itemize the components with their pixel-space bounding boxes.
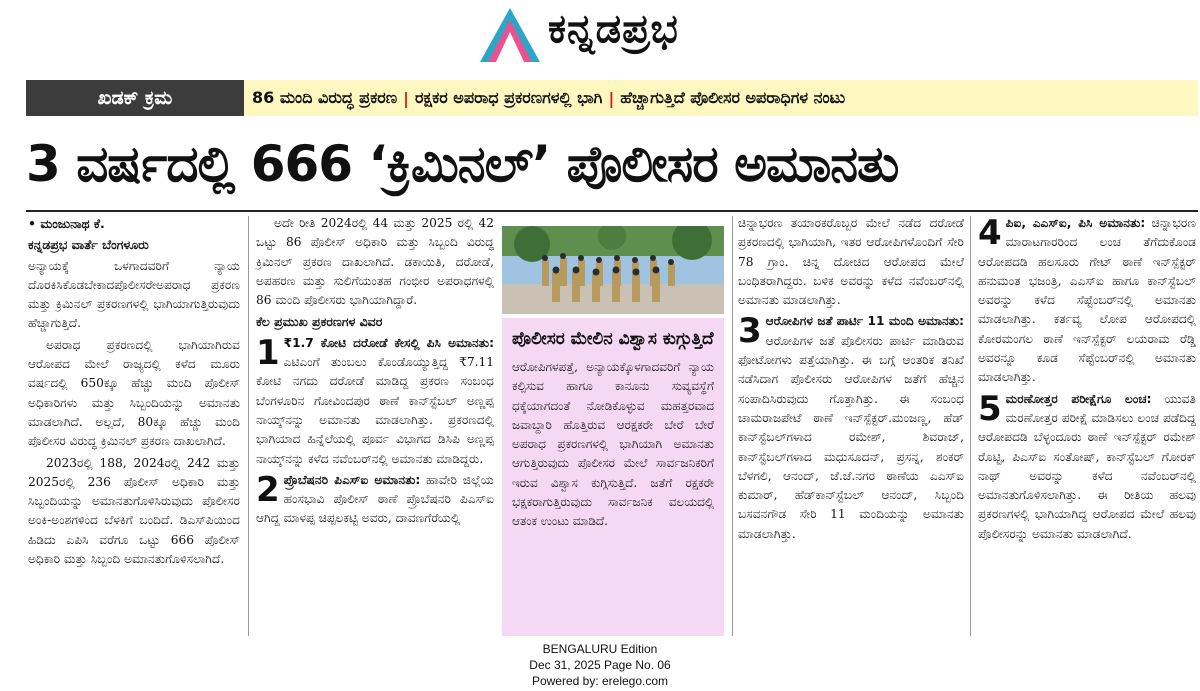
kicker-items bbox=[252, 80, 845, 116]
case-title: ಪ್ರೊಬೆಷನರಿ ಪಿಎಸ್‌ಐ ಅಮಾನತು: bbox=[283, 472, 421, 487]
police-parade-photo bbox=[502, 226, 724, 314]
date-page-label: Dec 31, 2025 Page No. 06 bbox=[529, 658, 671, 672]
case-body: ಯುವತಿ ಮರಣೋತ್ತರ ಪರೀಕ್ಷೆ ಮಾಡಿಸಲು ಲಂಚ ಪಡೆದಿದ್ದ ಆರೋಪದಡಿ ಬೆಳ್ಳಂದೂರು ಠಾಣೆ ಇನ್‌ಸ್ಪೆಕ್ಟರ್ ರಮೇಶ್ ರೊಟ್ಟಿ, ಪಿಎಸ್‌ಐ ಸಂತೋಷ್, ಕಾನ್‌ಸ್ಟೆಬಲ್ ಗೋರಕ್ ನಾಥ್ ಅವರನ್ನು ಕಳೆದ ನವೆಂಬರ್‌ನಲ್ಲಿ ಅಮಾನತುಗೊಳಿಸಲಾಗಿತ್ತು. ಈ ರೀತಿಯ ಹಲವು ಪ್ರಕರಣಗಳಲ್ಲಿ ಭಾಗಿಯಾಗಿದ್ದ ಆರೋಪದ ಮೇಲೆ ಹಲವು ಪೊಲೀಸರನ್ನು ಅಮಾನತು ಮಾಡಲಾಗಿದೆ. bbox=[978, 391, 1196, 541]
headline-rule bbox=[26, 210, 1198, 212]
paragraph: ಅದೇ ರೀತಿ 2024ರಲ್ಲಿ 44 ಮತ್ತು 2025 ರಲ್ಲಿ 42 ಒಟ್ಟು 86 ಪೊಲೀಸ್ ಅಧಿಕಾರಿ ಮತ್ತು ಸಿಬ್ಬಂದಿ ವಿರುದ್ಧ ಕ್ರಿಮಿನಲ್ ಪ್ರಕರಣ ದಾಖಲಾಗಿದೆ. ಡಕಾಯಿತಿ, ದರೋಡೆ, ಅಪಹರಣ ಮತ್ತು ಸುಲಿಗೆಯಂತಹ ಗಂಭೀರ ಅಪರಾಧಗಳಲ್ಲಿ 86 ಮಂದಿ ಪೊಲೀಸರು ಭಾಗಿಯಾಗಿದ್ದಾರೆ. bbox=[256, 216, 494, 308]
column-divider bbox=[248, 216, 249, 636]
case-5 bbox=[978, 390, 1196, 544]
headline: 3 ವರ್ಷದಲ್ಲಿ 666 ‘ಕ್ರಿಮಿನಲ್’ ಪೊಲೀಸರ ಅಮಾನತು bbox=[26, 135, 899, 193]
kicker-item: ರಕ್ಷಕರ ಅಪರಾಧ ಪ್ರಕರಣಗಳಲ್ಲಿ ಭಾಗಿ bbox=[414, 88, 603, 107]
column-2 bbox=[256, 214, 494, 531]
subhead: ಕೆಲ ಪ್ರಮುಖ ಪ್ರಕರಣಗಳ ವಿವರ bbox=[256, 314, 383, 330]
case-2 bbox=[256, 471, 494, 529]
case-number: 4 bbox=[978, 213, 1002, 253]
case-title: ಪಿಐ, ಎಎಸ್‌ಐ, ಪಿಸಿ ಅಮಾನತು: bbox=[1005, 216, 1146, 230]
kicker-item: 86 ಮಂದಿ ವಿರುದ್ಧ ಪ್ರಕರಣ bbox=[252, 88, 398, 107]
case-title: ಆರೋಪಿಗಳ ಜತೆ ಪಾರ್ಟಿ 11 ಮಂದಿ ಅಮಾನತು: bbox=[765, 314, 964, 329]
edition-label: BENGALURU Edition bbox=[542, 642, 658, 656]
case-title: ₹1.7 ಕೋಟಿ ದರೋಡೆ ಕೇಸಲ್ಲಿ ಪಿಸಿ ಅಮಾನತು: bbox=[283, 335, 494, 350]
kicker-label: ಖಡಕ್ ಕ್ರಮ bbox=[26, 80, 244, 116]
footer bbox=[0, 641, 1200, 689]
photo-image bbox=[502, 226, 724, 314]
kicker-separator: | bbox=[403, 88, 409, 108]
highlight-box bbox=[502, 318, 724, 636]
kicker-item: ಹೆಚ್ಚಾಗುತ್ತಿದೆ ಪೊಲೀಸರ ಅಪರಾಧಿಗಳ ನಂಟು bbox=[620, 88, 846, 107]
dateline: ಕನ್ನಡಪ್ರಭ ವಾರ್ತೆ ಬೆಂಗಳೂರು bbox=[28, 237, 149, 253]
masthead bbox=[0, 0, 1200, 78]
column-4 bbox=[978, 214, 1196, 546]
box-title: ಪೊಲೀಸರ ಮೇಲಿನ ವಿಶ್ವಾಸ ಕುಗ್ಗುತ್ತಿದೆ bbox=[512, 329, 714, 349]
case-body: ಆರೋಪಿಗಳ ಜತೆ ಪೊಲೀಸರು ಪಾರ್ಟಿ ಮಾಡಿರುವ ಫೋಟೋಗಳು ಪತ್ತೆಯಾಗಿತ್ತು. ಈ ಬಗ್ಗೆ ಆಂತರಿಕ ತನಿಖೆ ನಡೆಸಿದಾಗ ಪೊಲೀಸರು ಆರೋಪಿಗಳ ಜತೆಗೆ ಹೆಚ್ಚಿನ ಸಂಪಾದಿಸಿರುವುದು ಗೊತ್ತಾಗಿತ್ತು. ಈ ಸಂಬಂಧ ಚಾಮರಾಜಪೇಟೆ ಠಾಣೆ ಇನ್‌ಸ್ಪೆಕ್ಟರ್.ಮಂಜಣ್ಣ, ಹೆಡ್ ಕಾನ್‌ಸ್ಟೆಬಲ್‌ಗಳಾದ ರಮೇಶ್, ಶಿವರಾಜ್, ಕಾನ್‌ಸ್ಟೆಬಲ್‌ಗಳಾದ ಮಧುಸೂದನ್, ಪ್ರಸನ್ನ, ಶಂಕರ್ ಬೆಳಗಲಿ, ಆನಂದ್, ಜೆ.ಜೆ.ನಗರ ಠಾಣೆಯ ಎಎಸ್‌ಐ ಕುಮಾರ್, ಹೆಡ್‌ಕಾನ್‌ಸ್ಟೆಬಲ್ ಆನಂದ್, ಸಿಬ್ಬಂದಿ ಬಸವನಗೌಡ ಸೇರಿ 11 ಮಂದಿಯನ್ನು ಅಮಾನತು ಮಾಡಲಾಗಿತ್ತು. bbox=[738, 333, 964, 541]
paragraph: ಚಿನ್ನಾಭರಣ ತಯಾರಕರೊಬ್ಬರ ಮೇಲೆ ನಡೆದ ದರೋಡೆ ಪ್ರಕರಣದಲ್ಲಿ ಭಾಗಿಯಾಗಿ, ಇತರ ಆರೋಪಿಗಳೊಂದಿಗೆ ಸೇರಿ 78 ಗ್ರಾಂ. ಚಿನ್ನ ದೋಚಿದ ಆರೋಪದ ಮೇಲೆ ಬಂಧಿತರಾಗಿದ್ದರು. ಬಳಿಕ ಅವರನ್ನು ಕಳೆದ ನವೆಂಬರ್‌ನಲ್ಲಿ ಅಮಾನತು ಮಾಡಲಾಗಿತ್ತು. bbox=[738, 216, 964, 308]
byline: • ಮಂಜುನಾಥ ಕೆ. bbox=[28, 216, 105, 231]
case-3 bbox=[738, 312, 964, 544]
powered-by-label: Powered by: erelego.com bbox=[531, 674, 669, 688]
case-1 bbox=[256, 334, 494, 469]
case-body: ಹಾವೇರಿ ಜಿಲ್ಲೆಯ ಹಂಸಭಾವಿ ಪೊಲೀಸ್ ಠಾಣೆ ಪ್ರೊಬೆಷನರಿ ಪಿಎಸ್‌ಐ ಆಗಿದ್ದ ಮಾಳಪ್ಪ ಚಿಪ್ಪಲಕಟ್ಟಿ ಅವರು, ದಾವಣಗೆರೆಯಲ್ಲಿ bbox=[256, 472, 494, 526]
case-title: ಮರಣೋತ್ತರ ಪರೀಕ್ಷೆಗೂ ಲಂಚ: bbox=[1005, 391, 1152, 406]
paragraph: ಅಪರಾಧ ಪ್ರಕರಣದಲ್ಲಿ ಭಾಗಿಯಾಗಿರುವ ಆರೋಪದ ಮೇಲೆ ರಾಜ್ಯದಲ್ಲಿ ಕಳೆದ ಮೂರು ವರ್ಷದಲ್ಲಿ 650ಕ್ಕೂ ಹೆಚ್ಚು ಮಂದಿ ಪೊಲೀಸ್ ಅಧಿಕಾರಿಗಳು ಮತ್ತು ಸಿಬ್ಬಂದಿಯನ್ನು ಅಮಾನತು ಮಾಡಲಾಗಿದೆ. ಅಲ್ಲದೆ, 80ಕ್ಕೂ ಹೆಚ್ಚು ಮಂದಿ ಪೊಲೀಸರ ವಿರುದ್ಧ ಕ್ರಿಮಿನಲ್ ಪ್ರಕರಣ ದಾಖಲಾಗಿದೆ. bbox=[28, 337, 240, 449]
case-body: ಎಟಿಎಂಗೆ ತುಂಬಲು ಕೊಂಡೊಯ್ಯುತ್ತಿದ್ದ ₹7.11 ಕೋಟಿ ನಗದು ದರೋಡೆ ಮಾಡಿದ್ದ ಪ್ರಕರಣ ಸಂಬಂಧ ಬೆಂಗಳೂರಿನ ಗೋವಿಂದಪುರ ಠಾಣೆ ಕಾನ್‌ಸ್ಟೆಬಲ್ ಅಣ್ಣಪ್ಪ ನಾಯ್ಕ್‌ನನ್ನು ಅಮಾನತು ಮಾಡಲಾಗಿತ್ತು. ಪ್ರಕರಣದಲ್ಲಿ ಭಾಗಿಯಾದ ಹಿನ್ನೆಲೆಯಲ್ಲಿ ಪೂರ್ವ ವಿಭಾಗದ ಡಿಸಿಪಿ ಅಣ್ಣಪ್ಪ ನಾಯ್ಕ್‌ನನ್ನು ಕಳೆದ ನವೆಂಬರ್‌ನಲ್ಲಿ ಅಮಾನತು ಮಾಡಿದ್ದರು. bbox=[256, 355, 494, 466]
paragraph: ಅನ್ಯಾಯಕ್ಕೆ ಒಳಗಾದವರಿಗೆ ನ್ಯಾಯ ದೊರಕಿಸಿಕೊಡಬೇಕಾದಪೊಲೀಸರೇಅಪರಾಧ ಪ್ರಕರಣ ಮತ್ತು ಕ್ರಿಮಿನಲ್ ಪ್ರಕರಣಗಳಲ್ಲಿ ಭಾಗಿಯಾಗುತ್ತಿರುವುದು ಹೆಚ್ಚಾಗುತ್ತಿದೆ. bbox=[28, 258, 240, 331]
column-divider bbox=[732, 216, 733, 636]
case-number: 1 bbox=[256, 332, 280, 373]
box-body: ಆರೋಪಿಗಳಪತ್ತೆ, ಅನ್ಯಾಯಕ್ಕೊಳಗಾದವರಿಗೆ ನ್ಯಾಯ ಕಲ್ಪಿಸುವ ಹಾಗೂ ಕಾನೂನು ಸುವ್ಯವಸ್ಥೆಗೆ ಧಕ್ಕೆಯಾಗದಂತೆ ನೋಡಿಕೊಳ್ಳುವ ಮಹತ್ತರವಾದ ಜವಾಬ್ದಾರಿ ಹೊತ್ತಿರುವ ಆರಕ್ಷಕರೇ ಬೇರೆ ಬೇರೆ ಅಪರಾಧ ಪ್ರಕರಣಗಳಲ್ಲಿ ಭಾಗಿಯಾಗಿ ಅಮಾನತು ಆಗುತ್ತಿರುವುದು ಪೊಲೀಸರ ಮೇಲೆ ಸಾರ್ವಜನಿಕರಿಗೆ ಇರುವ ವಿಶ್ವಾಸ ಕುಗ್ಗಿಸುತ್ತಿದೆ. ಜತೆಗೆ ರಕ್ಷಕರೇ ಭಕ್ಷಕರಾಗುತ್ತಿರುವುದು ಸಾರ್ವಜನಿಕ ವಲಯದಲ್ಲಿ ಆತಂಕ ಉಂಟು ಮಾಡಿದೆ. bbox=[512, 360, 714, 529]
column-3 bbox=[738, 214, 964, 546]
masthead-title: ಕನ್ನಡಪ್ರಭ bbox=[548, 6, 679, 52]
kannadaprabha-logo-icon bbox=[478, 6, 542, 64]
kicker-separator: | bbox=[608, 88, 615, 108]
case-number: 3 bbox=[738, 311, 762, 352]
case-number: 2 bbox=[256, 469, 280, 510]
case-body: ಚಿನ್ನಾಭರಣ ಮಾರಾಟಗಾರರಿಂದ ಲಂಚ ತೆಗೆದುಕೊಂಡ ಆರೋಪದಡಿ ಹಲಸೂರು ಗೇಟ್ ಠಾಣೆ ಇನ್‌ಸ್ಪೆಕ್ಟರ್ ಹನುಮಂತ ಭಜಂತ್ರಿ, ಎಎಸ್‌ಐ ಹಾಗೂ ಕಾನ್‌ಸ್ಟೆಬಲ್ ಅವರನ್ನು ಕಳೆದ ಸೆಪ್ಟೆಂಬರ್‌ನಲ್ಲಿ ಅಮಾನತು ಮಾಡಲಾಗಿತ್ತು. ಕರ್ತವ್ಯ ಲೋಪ ಆರೋಪದಲ್ಲಿ ಕೋರಮಂಗಲ ಠಾಣೆ ಇನ್‌ಸ್ಪೆಕ್ಟರ್ ಲಯರಾಮ ರೆಡ್ಡಿ ಅವರನ್ನೂ ಕೂಡ ಸೆಪ್ಟೆಂಬರ್‌ನಲ್ಲಿ ಅಮಾನತು ಮಾಡಲಾಗಿತ್ತು. bbox=[978, 216, 1196, 385]
column-divider bbox=[970, 216, 971, 636]
column-1 bbox=[28, 214, 240, 571]
case-4 bbox=[978, 214, 1196, 388]
case-number: 5 bbox=[978, 388, 1002, 429]
paragraph: 2023ರಲ್ಲಿ 188, 2024ರಲ್ಲಿ 242 ಮತ್ತು 2025ರಲ್ಲಿ 236 ಪೊಲೀಸ್ ಅಧಿಕಾರಿ ಮತ್ತು ಸಿಬ್ಬಂದಿಯನ್ನು ಅಮಾನತುಗೊಳಿಸಿರುವುದು ಪೊಲೀಸರ ಅಂಕಿ-ಅಂಶಗಳಿಂದ ಬೆಳಕಿಗೆ ಬಂದಿದೆ. ಡಿಎಸ್‌ಪಿಯಿಂದ ಹಿಡಿದು ಎಪಿಸಿ ವರೆಗೂ ಒಟ್ಟು 666 ಪೊಲೀಸ್ ಅಧಿಕಾರಿ ಮತ್ತು ಸಿಬ್ಬಂದಿ ಅಮಾನತುಗೊಳಿಸಲಾಗಿದೆ. bbox=[28, 455, 240, 567]
